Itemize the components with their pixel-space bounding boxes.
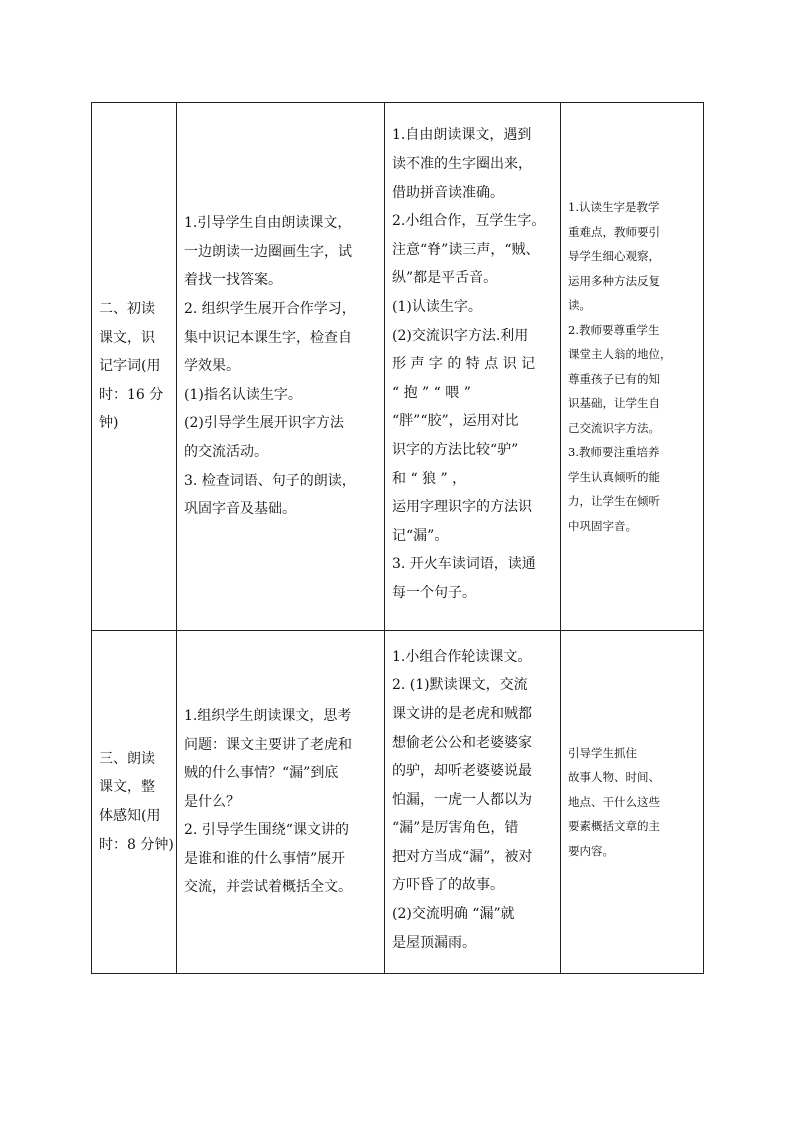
text-line: 注意“脊”读三声，“贼、 — [392, 241, 540, 258]
text-line: 时：8 分钟) — [99, 836, 174, 853]
text-line: 怕漏，一虎一人都以为 — [392, 791, 532, 808]
design-note-cell — [561, 631, 704, 974]
teacher-activity-cell — [177, 103, 385, 631]
text-line: 2.小组合作，互学生字。 — [392, 213, 546, 230]
text-line: 课文，识 — [99, 329, 155, 346]
text-line: 要素概括文章的主 — [568, 819, 660, 834]
text-line: 学生认真倾听的能 — [568, 469, 660, 484]
text-line: 学效果。 — [184, 358, 240, 375]
text-line: 记字词(用 — [99, 358, 161, 375]
text-line: 想偷老公公和老婆婆家 — [392, 734, 532, 751]
text-line: 中巩固字音。 — [568, 518, 637, 533]
text-line: 尊重孩子已有的知 — [568, 371, 660, 386]
text-line: 故事人物、时间、 — [568, 770, 660, 785]
text-line: 形 声 字 的 特 点 识 记 — [392, 356, 536, 373]
text-line: 1.引导学生自由朗读课文， — [184, 215, 352, 232]
text-line: 1.自由朗读课文，遇到 — [392, 127, 532, 144]
text-line: 2. 组织学生展开合作学习， — [184, 301, 356, 318]
text-line: “ 抱 ” “ 喂 ” — [392, 384, 471, 401]
design-note-cell — [561, 103, 704, 631]
text-line: 课文，整 — [99, 779, 155, 796]
text-line: 引导学生抓住 — [568, 745, 637, 760]
text-line: 1.小组合作轮读课文。 — [392, 648, 532, 665]
text-line: 读。 — [568, 298, 591, 312]
student-activity-cell — [385, 631, 561, 974]
text-line: 是什么？ — [184, 793, 240, 810]
text-line: 运用字理识字的方法识 — [392, 499, 532, 516]
text-line: (2)引导学生展开识字方法 — [184, 415, 344, 432]
text-line: 纵”都是平舌音。 — [392, 270, 498, 287]
text-line: (1)认读生字。 — [392, 299, 482, 316]
text-line: 记“漏”。 — [392, 527, 449, 544]
text-line: 课文讲的是老虎和贼都 — [392, 705, 532, 722]
text-line: 贼的什么事情？“漏”到底 — [184, 765, 339, 782]
text-line: 2.教师要尊重学生 — [568, 322, 660, 337]
text-line: 每一个句子。 — [392, 584, 476, 601]
text-line: 1.认读生字是教学 — [568, 200, 660, 214]
text-line: 3.教师要注重培养 — [568, 445, 660, 459]
text-line: 巩固字音及基础。 — [184, 501, 296, 518]
teacher-activity-cell — [177, 631, 385, 974]
text-line: 要内容。 — [568, 843, 614, 858]
text-line: 1.组织学生朗读课文，思考 — [184, 707, 352, 724]
text-line: 重难点，教师要引 — [568, 224, 660, 239]
text-line: 运用多种方法反复 — [568, 273, 660, 288]
text-line: “胖”“胶”，运用对比 — [392, 413, 519, 430]
text-line: 交流，并尝试着概括全文。 — [184, 879, 352, 896]
text-line: 课堂主人翁的地位， — [568, 347, 672, 361]
text-line: 的交流活动。 — [184, 443, 268, 460]
student-activity-cell — [385, 103, 561, 631]
text-line: “漏”是厉害角色，错 — [392, 820, 519, 837]
table-row — [92, 103, 704, 631]
text-line: 着找一找答案。 — [184, 272, 282, 289]
lesson-plan-table — [91, 102, 704, 974]
text-line: 和 “ 狼 ” ， — [392, 470, 467, 487]
text-line: 识基础，让学生自 — [568, 396, 660, 410]
text-line: 力，让学生在倾听 — [568, 494, 660, 508]
text-line: 时：16 分 — [99, 386, 164, 403]
text-line: 是谁和谁的什么事情”展开 — [184, 850, 346, 867]
text-line: (2)交流明确 “漏”就 — [392, 906, 515, 923]
phase-cell — [92, 631, 177, 974]
text-line: 的驴，却听老婆婆说最 — [392, 763, 532, 780]
text-line: 导学生细心观察， — [568, 249, 660, 263]
text-line: (1)指名认读生字。 — [184, 386, 302, 403]
phase-cell — [92, 103, 177, 631]
text-line: 己交流识字方法。 — [568, 420, 660, 435]
text-line: 问题：课文主要讲了老虎和 — [184, 736, 352, 753]
text-line: 2. (1)默读课文，交流 — [392, 677, 528, 694]
text-line: 3. 开火车读词语，读通 — [392, 556, 536, 573]
text-line: 读不准的生字圈出来， — [392, 156, 532, 173]
text-line: 把对方当成“漏”，被对 — [392, 848, 533, 865]
text-line: 2. 引导学生围绕“课文讲的 — [184, 822, 349, 839]
text-line: 方吓昏了的故事。 — [392, 877, 504, 894]
text-line: 是屋顶漏雨。 — [392, 934, 476, 951]
text-line: 3. 检查词语、句子的朗读， — [184, 472, 356, 489]
text-line: 三、朗读 — [99, 750, 155, 767]
text-line: 地点、干什么这些 — [568, 794, 660, 809]
text-line: 体感知(用 — [99, 808, 161, 824]
text-line: 二、初读 — [99, 301, 155, 318]
text-line: 集中识记本课生字，检查自 — [184, 329, 352, 346]
text-line: 借助拼音读准确。 — [392, 184, 504, 201]
text-line: 识字的方法比较“驴” — [392, 441, 519, 458]
text-line: 一边朗读一边圈画生字，试 — [184, 243, 352, 260]
table-row — [92, 631, 704, 974]
text-line: 钟) — [99, 415, 119, 432]
text-line: (2)交流识字方法.利用 — [392, 327, 529, 344]
